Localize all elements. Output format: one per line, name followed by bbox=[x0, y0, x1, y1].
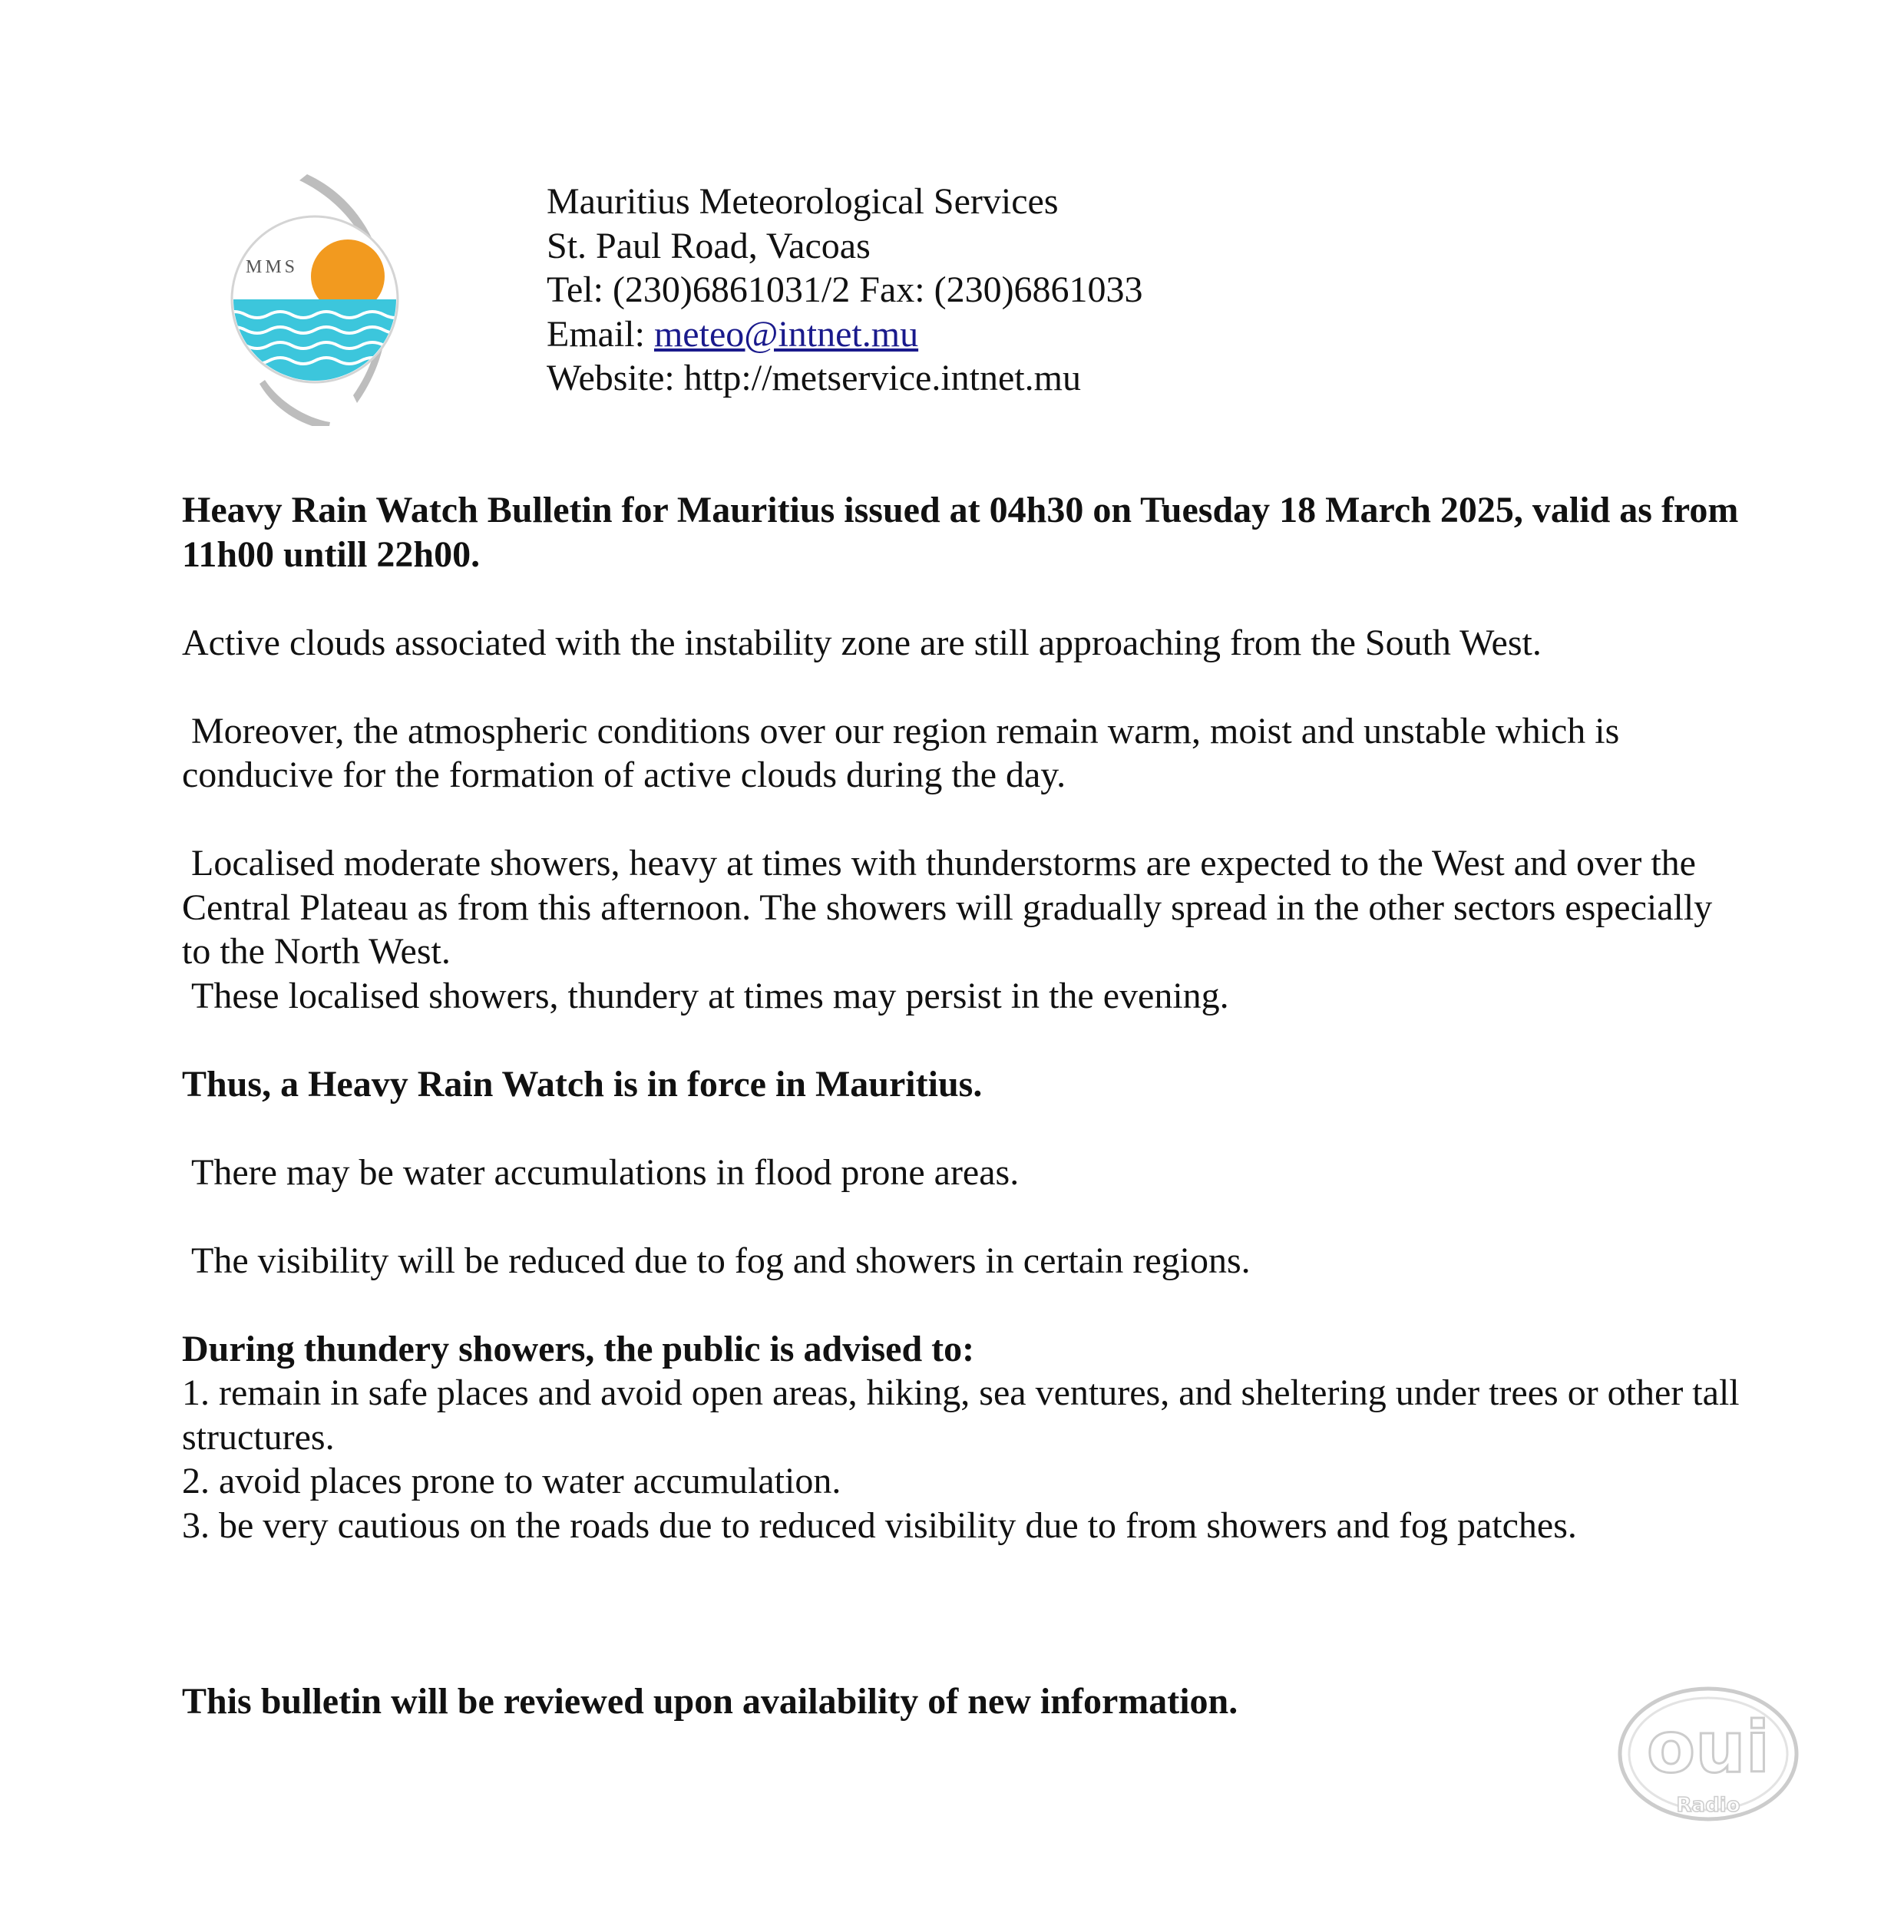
mms-logo-icon bbox=[223, 173, 422, 426]
bulletin-body bbox=[182, 488, 1748, 1724]
website-line: Website: http://metservice.intnet.mu bbox=[547, 358, 1081, 398]
oui-radio-watermark-icon bbox=[1612, 1681, 1804, 1827]
svg-text:Radio: Radio bbox=[1676, 1794, 1740, 1817]
watch-statement: Thus, a Heavy Rain Watch is in force in Mauritius. bbox=[182, 1063, 983, 1105]
paragraph-6: The visibility will be reduced due to fog and showers in certain regions. bbox=[182, 1240, 1251, 1281]
footer-note: This bulletin will be reviewed upon availability of new information. bbox=[182, 1681, 1238, 1722]
contact-header bbox=[547, 180, 1143, 401]
tel-fax: Tel: (230)6861031/2 Fax: (230)6861033 bbox=[547, 269, 1143, 310]
advice-item-1: 1. remain in safe places and avoid open areas, hiking, sea ventures, and sheltering under trees or other tall structures. bbox=[182, 1372, 1749, 1458]
org-address: St. Paul Road, Vacoas bbox=[547, 225, 871, 266]
logo-text: MMS bbox=[246, 257, 299, 277]
paragraph-2: Moreover, the atmospheric conditions over our region remain warm, moist and unstable which is conducive for the formation of active clouds during the day. bbox=[182, 710, 1629, 795]
advice-item-3: 3. be very cautious on the roads due to reduced visibility due to from showers and fog patches. bbox=[182, 1504, 1577, 1546]
paragraph-4: These localised showers, thundery at times may persist in the evening. bbox=[182, 975, 1229, 1016]
org-name: Mauritius Meteorological Services bbox=[547, 181, 1059, 222]
svg-text:oui: oui bbox=[1646, 1706, 1770, 1788]
bulletin-title: Heavy Rain Watch Bulletin for Mauritius issued at 04h30 on Tuesday 18 March 2025, valid as from 11h00 untill 22h00. bbox=[182, 490, 1748, 575]
email-label: Email: bbox=[547, 313, 654, 355]
email-link[interactable]: meteo@intnet.mu bbox=[653, 313, 919, 355]
email-line bbox=[547, 312, 1143, 357]
paragraph-1: Active clouds associated with the instability zone are still approaching from the South West. bbox=[182, 622, 1542, 663]
paragraph-3: Localised moderate showers, heavy at times with thunderstorms are expected to the West and over the Central Plateau as from this afternoon. The showers will gradually spread in the other sectors especially to the North West. bbox=[182, 843, 1722, 972]
advice-item-2: 2. avoid places prone to water accumulation. bbox=[182, 1461, 841, 1501]
paragraph-5: There may be water accumulations in flood prone areas. bbox=[182, 1151, 1020, 1193]
mms-logo bbox=[223, 173, 422, 426]
advice-heading: During thundery showers, the public is advised to: bbox=[182, 1328, 975, 1369]
